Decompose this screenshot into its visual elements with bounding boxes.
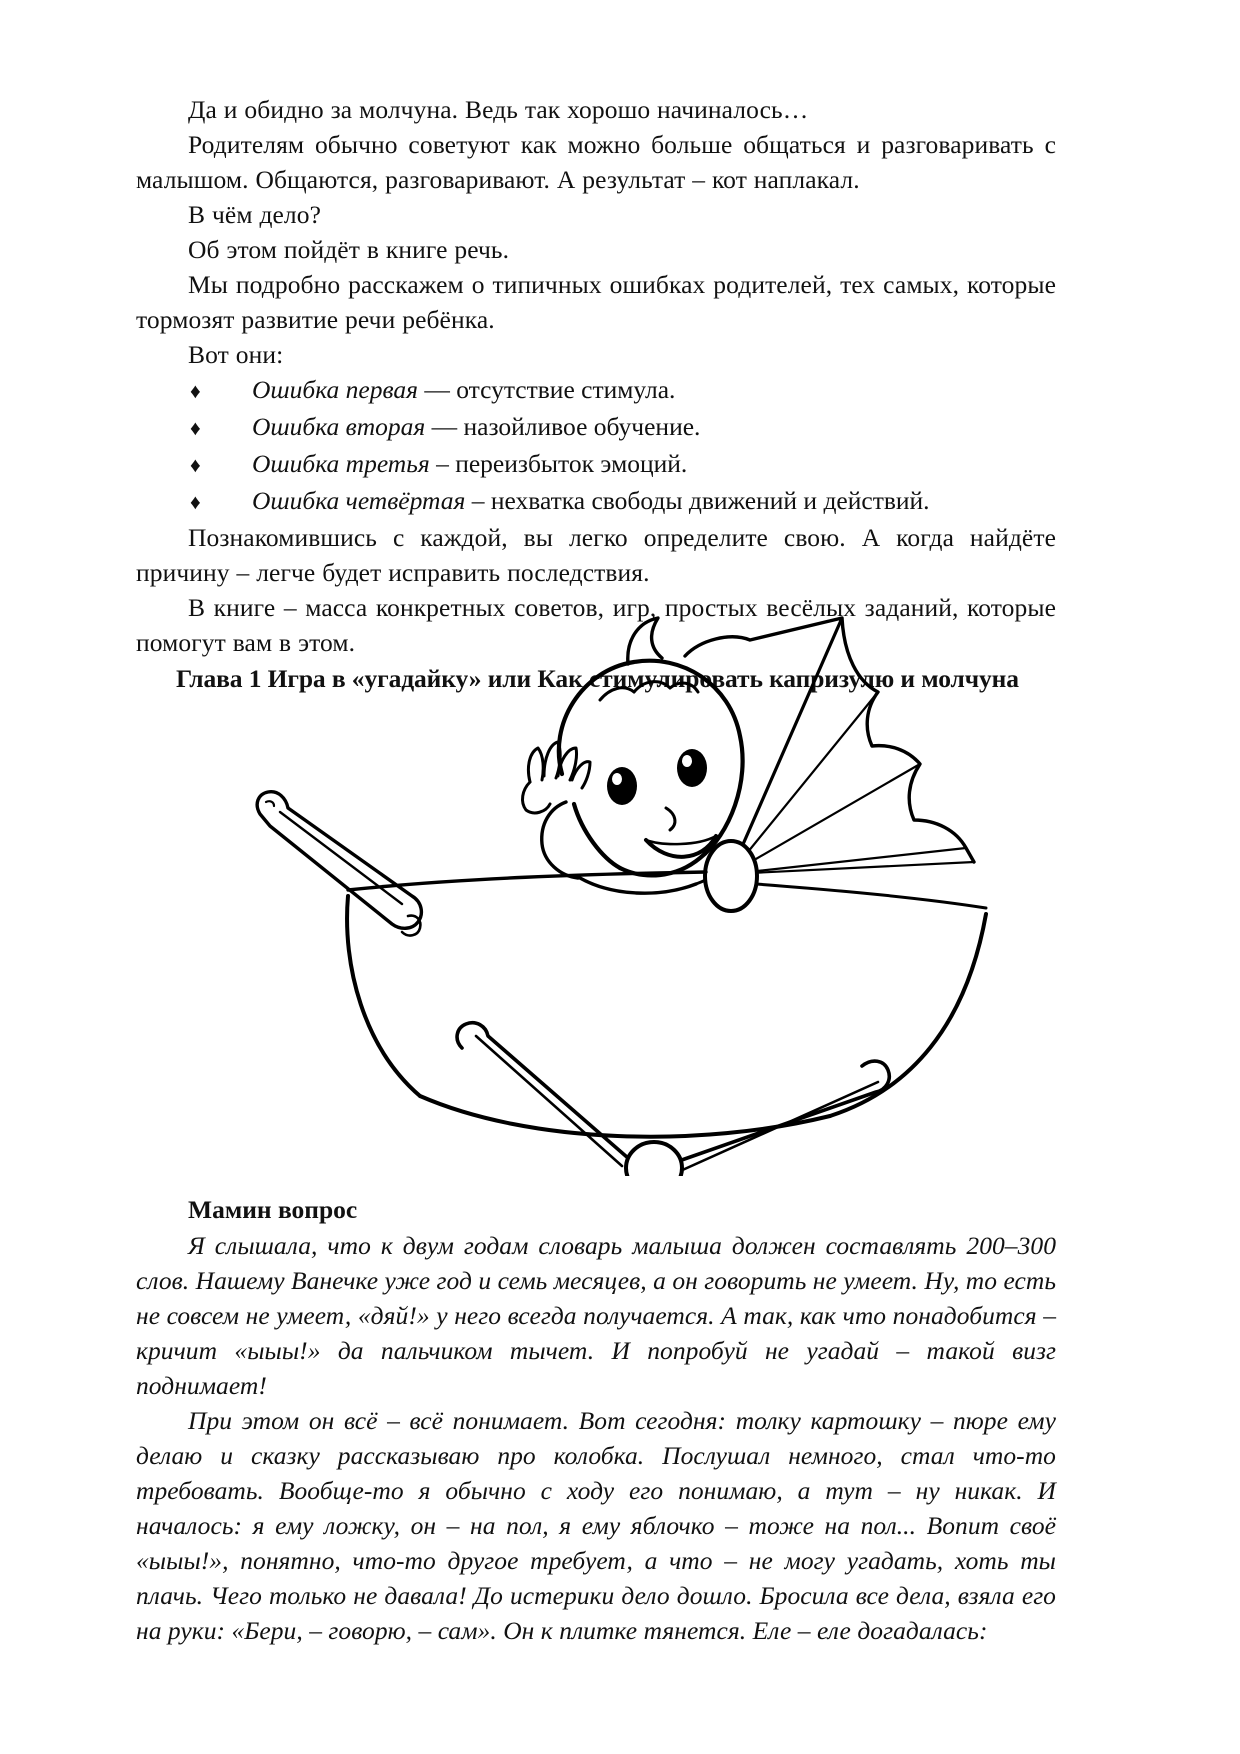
list-item-rest: — назойливое обучение.	[425, 412, 701, 441]
paragraph-intro-3: В чём дело?	[188, 200, 322, 229]
paragraph-intro-4: Об этом пойдёт в книге речь.	[188, 235, 510, 264]
list-item-emphasis: Ошибка первая	[252, 375, 418, 404]
paragraph-intro-1: Да и обидно за молчуна. Ведь так хорошо начиналось…	[188, 95, 809, 124]
pram-chassis-icon	[457, 1023, 889, 1176]
illustration-baby-in-pram	[230, 596, 1020, 1176]
pram-basket-icon	[347, 872, 986, 1137]
paragraph-mothers-question-2: При этом он всё – всё понимает. Вот сегодня: толку картошку – пюре ему делаю и сказку рассказываю про колобка. Послушал немного, стал что-то требовать. Вообще-то я обычно с ходу его понимаю, а тут – ну никак. И началось: я ему ложку, он – на пол, я ему яблочко – тоже на пол... Вопит своё «ыыы!», понятно, что-то другое требует, а что – не могу угадать, хоть ты плачь. Чего только не давала! До истерики дело дошло. Бросила все дела, взяла его на руки: «Бери, – говорю, – сам». Он к плитке тянется. Еле – еле догадалась:	[136, 1406, 1056, 1645]
list-item-text	[252, 483, 930, 518]
list-item-rest: — отсутствие стимула.	[417, 375, 676, 404]
paragraph-intro-5: Мы подробно расскажем о типичных ошибках родителей, тех самых, которые тормозят развитие речи ребёнка.	[136, 270, 1056, 334]
paragraph-after-list-2: В книге – масса конкретных советов, игр, простых весёлых заданий, которые помогут вам в этом.	[136, 593, 1056, 657]
list-item	[136, 409, 1056, 446]
paragraph-mothers-question-1: Я слышала, что к двум годам словарь малыша должен составлять 200–300 слов. Нашему Ванечке уже год и семь месяцев, а он говорить не умеет. Ну, то есть не совсем не умеет, «дяй!» у него всегда получается. А так, как что понадобится – кричит «ыыы!» да пальчиком тычет. И попробуй не угадай – такой визг поднимает!	[136, 1231, 1057, 1400]
list-item	[136, 483, 1056, 520]
paragraph-intro-2: Родителям обычно советуют как можно больше общаться и разговаривать с малышом. Общаются, разговаривают. А результат – кот наплакал.	[136, 130, 1056, 194]
baby-figure-icon	[523, 618, 743, 893]
chapter-heading: Глава 1 Игра в «угадайку» или Как стимулировать капризулю и молчуна	[176, 664, 1019, 693]
diamond-bullet-icon: ♦	[190, 490, 201, 514]
diamond-bullet-icon: ♦	[190, 453, 201, 477]
paragraph-intro-6: Вот они:	[188, 340, 284, 369]
list-item-emphasis: Ошибка третья	[252, 449, 430, 478]
diamond-bullet-icon: ♦	[190, 379, 201, 403]
hood-pivot-knob-icon	[705, 841, 757, 911]
lower-text-block	[136, 1192, 1056, 1648]
section-heading-mothers-question: Мамин вопрос	[188, 1195, 358, 1224]
list-item-text	[252, 446, 687, 481]
list-item-emphasis: Ошибка вторая	[252, 412, 426, 441]
diamond-bullet-icon: ♦	[190, 416, 201, 440]
list-item	[136, 446, 1056, 483]
mistakes-list	[136, 372, 1056, 520]
paragraph-after-list-1: Познакомившись с каждой, вы легко определите свою. А когда найдёте причину – легче будет исправить последствия.	[136, 523, 1056, 587]
pram-handle-icon	[257, 792, 421, 936]
list-item-text	[252, 409, 700, 444]
list-item-emphasis: Ошибка четвёртая	[252, 486, 466, 515]
list-item	[136, 372, 1056, 409]
list-item-rest: – нехватка свободы движений и действий.	[465, 486, 930, 515]
list-item-text	[252, 372, 675, 407]
list-item-rest: – переизбыток эмоций.	[429, 449, 688, 478]
